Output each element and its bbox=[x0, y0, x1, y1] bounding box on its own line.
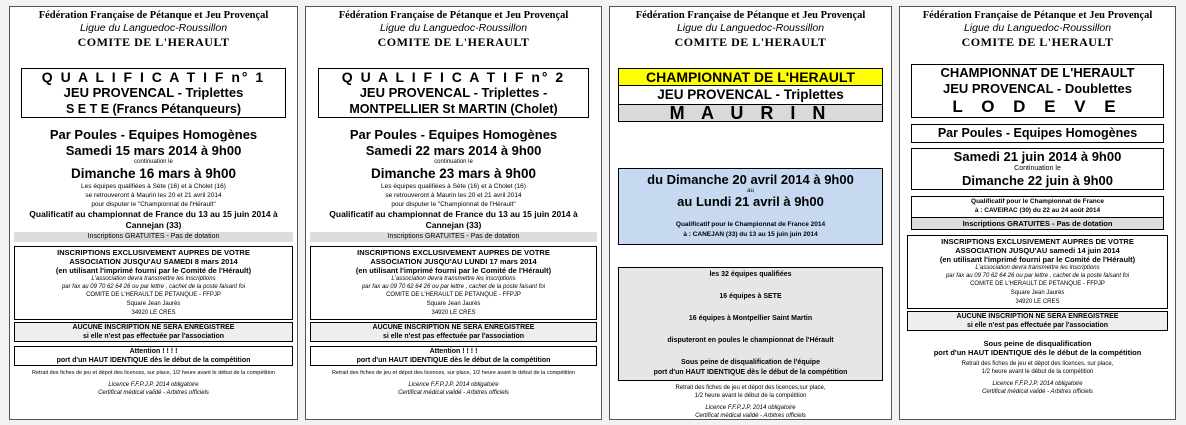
date-end: Dimanche 22 juin à 9h00 bbox=[961, 173, 1113, 188]
qualification-location: Cannejan (33) bbox=[425, 220, 482, 230]
qualification-location: à : CAVEIRAC (30) du 22 au 24 août 2014 bbox=[974, 207, 1101, 214]
title-box bbox=[911, 64, 1164, 118]
retrait-text: Retrait des fiches de jeu et dépot des licences, sur place, 1/2 heure avant le début de la compétition bbox=[31, 370, 276, 376]
notice-line: si elle n'est pas effectuée par l'association bbox=[82, 333, 225, 340]
info-line: Les équipes qualifiées à Sète (16) et à Cholet (16) bbox=[81, 183, 226, 190]
inscription-line: (en utilisant l'imprimé fourni par le Comité de l'Hérault) bbox=[939, 255, 1136, 264]
certificat-text: Certificat médical validé - Arbitres officiels bbox=[398, 390, 509, 396]
qualification-text: Qualificatif au championnat de France du 13 au 15 juin 2014 à bbox=[29, 209, 278, 219]
address-line: COMITE DE L'HERAULT DE PETANQUE - FFPJP bbox=[970, 281, 1105, 287]
licence-text: Licence F.F.P.J.P. 2014 obligatoire bbox=[408, 382, 499, 388]
date-start: Samedi 22 mars 2014 à 9h00 bbox=[365, 143, 542, 158]
attention-line: Attention ! ! ! ! bbox=[129, 348, 178, 355]
certificat-text: Certificat médical validé - Arbitres officiels bbox=[695, 413, 806, 419]
attention-line: port d'un HAUT IDENTIQUE dès le début de la compétition bbox=[56, 357, 251, 364]
date-start: du Dimanche 20 avril 2014 à 9h00 bbox=[647, 172, 854, 187]
inscription-box bbox=[14, 246, 293, 320]
poster-championnat-maurin bbox=[609, 6, 892, 420]
ligue-heading: Ligue du Languedoc-Roussillon bbox=[79, 22, 228, 34]
comite-heading: COMITE DE L'HERAULT bbox=[961, 35, 1114, 49]
disqualification-box bbox=[900, 339, 1175, 357]
title-line-3: M A U R I N bbox=[619, 105, 881, 121]
qualification-text: Qualificatif au championnat de France du 13 au 15 juin 2014 à bbox=[329, 209, 578, 219]
disqualification-line: Sous peine de disqualification de l'équipe bbox=[681, 359, 820, 366]
qualification-location: Cannejan (33) bbox=[125, 220, 182, 230]
title-box bbox=[318, 68, 589, 118]
disqualification-line: port d'un HAUT IDENTIQUE dès le début de la compétition bbox=[653, 369, 848, 376]
licence-text: Licence F.F.P.J.P. 2014 obligatoire bbox=[108, 382, 199, 388]
qualification-location: à : CANEJAN (33) du 13 au 15 juin juin 2014 bbox=[683, 231, 818, 238]
teams-box bbox=[618, 267, 882, 381]
notice-line: si elle n'est pas effectuée par l'association bbox=[966, 322, 1109, 329]
date-end: au Lundi 21 avril à 9h00 bbox=[677, 194, 824, 209]
inscription-line: INSCRIPTIONS EXCLUSIVEMENT AUPRES DE VOTRE bbox=[57, 248, 250, 257]
federation-heading: Fédération Française de Pétanque et Jeu Provençal bbox=[922, 10, 1153, 21]
info-line: pour disputer le "Championnat de l'Hérault" bbox=[391, 201, 516, 208]
continuation-text: continuation le bbox=[434, 159, 473, 165]
address-line: 34920 LE CRES bbox=[131, 310, 176, 316]
title-line-3: MONTPELLIER St MARTIN (Cholet) bbox=[349, 102, 558, 116]
inscription-deadline: ASSOCIATION JUSQU'AU SAMEDI 8 mars 2014 bbox=[69, 257, 238, 266]
comite-heading: COMITE DE L'HERAULT bbox=[77, 35, 230, 49]
federation-heading: Fédération Française de Pétanque et Jeu Provençal bbox=[338, 10, 569, 21]
inscriptions-bar: Inscriptions GRATUITES - Pas de dotation bbox=[14, 232, 293, 242]
disqualification-line: port d'un HAUT IDENTIQUE dès le début de la compétition bbox=[933, 348, 1142, 357]
format-text: Par Poules - Equipes Homogènes bbox=[349, 127, 558, 142]
inscription-line: (en utilisant l'imprimé fourni par le Comité de l'Hérault) bbox=[355, 266, 552, 275]
teams-line: 16 équipes à Montpellier Saint Martin bbox=[688, 315, 813, 322]
info-line: se retrouveront à Maurin les 20 et 21 avril 2014 bbox=[85, 192, 222, 199]
poster-qualificatif-1 bbox=[9, 6, 298, 420]
disqualification-line: Sous peine de disqualification bbox=[983, 339, 1092, 348]
inscription-deadline: ASSOCIATION JUSQU'AU LUNDI 17 mars 2014 bbox=[370, 257, 537, 266]
date-box bbox=[911, 148, 1164, 190]
teams-line: 16 équipes à SETE bbox=[719, 293, 782, 300]
ligue-heading: Ligue du Languedoc-Roussillon bbox=[379, 22, 528, 34]
poster-championnat-lodeve bbox=[899, 6, 1176, 420]
retrait-text: Retrait des fiches de jeu et dépot des licences, sur place, 1/2 heure avant le début de la compétition bbox=[331, 370, 576, 376]
title-line-2: JEU PROVENCAL - Doublettes bbox=[942, 81, 1132, 96]
title-line-3: L O D E V E bbox=[952, 97, 1123, 116]
address-line: COMITE DE L'HERAULT DE PETANQUE - FFPJP bbox=[386, 292, 521, 298]
certificat-text: Certificat médical validé - Arbitres officiels bbox=[98, 390, 209, 396]
notice-box bbox=[907, 311, 1168, 331]
address-line: Square Jean Jaurès bbox=[126, 301, 181, 307]
title-line-1: CHAMPIONNAT DE L'HERAULT bbox=[619, 69, 881, 86]
title-line-1: Q U A L I F I C A T I F n° 2 bbox=[341, 69, 566, 85]
title-line-3: S E T E (Francs Pétanqueurs) bbox=[65, 102, 242, 116]
address-line: COMITE DE L'HERAULT DE PETANQUE - FFPJP bbox=[86, 292, 221, 298]
title-line-1: CHAMPIONNAT DE L'HERAULT bbox=[940, 65, 1135, 80]
attention-box bbox=[310, 346, 597, 366]
title-box bbox=[21, 68, 285, 118]
inscriptions-bar: Inscriptions GRATUITES - Pas de dotation bbox=[912, 217, 1163, 229]
notice-box bbox=[310, 322, 597, 342]
attention-line: port d'un HAUT IDENTIQUE dès le début de la compétition bbox=[356, 357, 551, 364]
inscription-line: par fax au 09 70 62 64 26 ou par lettre , cachet de la poste faisant foi bbox=[361, 284, 546, 290]
teams-line: disputeront en poules le championnat de l'Hérault bbox=[667, 337, 834, 344]
inscription-line: INSCRIPTIONS EXCLUSIVEMENT AUPRES DE VOTRE bbox=[357, 248, 550, 257]
licence-text: Licence F.F.P.J.P. 2014 obligatoire bbox=[992, 381, 1083, 387]
inscription-box bbox=[310, 246, 597, 320]
federation-heading: Fédération Française de Pétanque et Jeu Provençal bbox=[635, 10, 866, 21]
poster-qualificatif-2 bbox=[305, 6, 602, 420]
date-start: Samedi 21 juin 2014 à 9h00 bbox=[953, 149, 1122, 164]
attention-box bbox=[14, 346, 293, 366]
retrait-text: Retrait des fiches de jeu et dépot des licences, sur place, bbox=[961, 361, 1114, 367]
inscription-line: (en utilisant l'imprimé fourni par le Comité de l'Hérault) bbox=[55, 266, 252, 275]
retrait-text: Retrait des fiches de jeu et dépot des licences,sur place, bbox=[675, 385, 826, 391]
notice-line: AUCUNE INSCRIPTION NE SERA ENREGISTREE bbox=[72, 324, 235, 331]
notice-box bbox=[14, 322, 293, 342]
qualification-box bbox=[911, 196, 1164, 230]
notice-line: AUCUNE INSCRIPTION NE SERA ENREGISTREE bbox=[372, 324, 535, 331]
address-line: 34920 LE CRES bbox=[1015, 299, 1060, 305]
inscription-box bbox=[907, 235, 1168, 309]
federation-heading: Fédération Française de Pétanque et Jeu Provençal bbox=[38, 10, 269, 21]
title-line-2: JEU PROVENCAL - Triplettes - bbox=[359, 85, 548, 100]
comite-heading: COMITE DE L'HERAULT bbox=[674, 35, 827, 49]
retrait-text: 1/2 heure avant le début de la compétition bbox=[981, 369, 1094, 375]
inscription-line: L'association devra transmettre les inscriptions bbox=[91, 276, 216, 282]
title-line-2: JEU PROVENCAL - Triplettes bbox=[619, 86, 881, 105]
title-box bbox=[618, 68, 882, 122]
format-text: Par Poules - Equipes Homogènes bbox=[911, 124, 1164, 143]
inscription-line: L'association devra transmettre les inscriptions bbox=[391, 276, 516, 282]
certificat-text: Certificat médical validé - Arbitres officiels bbox=[982, 389, 1093, 395]
inscription-line: par fax au 09 70 62 64 26 ou par lettre , cachet de la poste faisant foi bbox=[61, 284, 246, 290]
inscription-line: L'association devra transmettre les inscriptions bbox=[975, 265, 1100, 271]
continuation-text: continuation le bbox=[134, 159, 173, 165]
info-line: se retrouveront à Maurin les 20 et 21 avril 2014 bbox=[385, 192, 522, 199]
address-line: 34920 LE CRES bbox=[431, 310, 476, 316]
qualification-text: Qualificatif pour le Championnat de France bbox=[971, 198, 1104, 205]
inscription-line: par fax au 09 70 62 64 26 ou par lettre , cachet de la poste faisant foi bbox=[945, 273, 1130, 279]
attention-line: Attention ! ! ! ! bbox=[429, 348, 478, 355]
notice-line: si elle n'est pas effectuée par l'association bbox=[382, 333, 525, 340]
inscription-line: INSCRIPTIONS EXCLUSIVEMENT AUPRES DE VOTRE bbox=[941, 237, 1134, 246]
title-line-1: Q U A L I F I C A T I F n° 1 bbox=[41, 69, 266, 85]
qualification-text: Qualificatif pour le Championnat de France 2014 bbox=[675, 221, 826, 228]
comite-heading: COMITE DE L'HERAULT bbox=[377, 35, 530, 49]
date-start: Samedi 15 mars 2014 à 9h00 bbox=[65, 143, 242, 158]
notice-line: AUCUNE INSCRIPTION NE SERA ENREGISTREE bbox=[956, 313, 1119, 320]
info-line: pour disputer le "Championnat de l'Hérault" bbox=[91, 201, 216, 208]
title-line-2: JEU PROVENCAL - Triplettes bbox=[63, 85, 244, 100]
continuation-text: Continuation le bbox=[1014, 165, 1061, 172]
date-end: Dimanche 16 mars à 9h00 bbox=[70, 166, 237, 181]
format-text: Par Poules - Equipes Homogènes bbox=[49, 127, 258, 142]
licence-text: Licence F.F.P.J.P. 2014 obligatoire bbox=[705, 405, 796, 411]
info-line: Les équipes qualifiées à Sète (16) et à Cholet (16) bbox=[381, 183, 526, 190]
inscription-deadline: ASSOCIATION JUSQU'AU samedi 14 juin 2014 bbox=[955, 246, 1120, 255]
date-box bbox=[618, 168, 882, 245]
inscriptions-bar: Inscriptions GRATUITES - Pas de dotation bbox=[310, 232, 597, 242]
address-line: Square Jean Jaurès bbox=[1010, 290, 1065, 296]
teams-line: les 32 équipes qualifiées bbox=[709, 271, 792, 278]
au-text: au bbox=[747, 188, 754, 194]
address-line: Square Jean Jaurès bbox=[426, 301, 481, 307]
retrait-text: 1/2 heure avant le début de la compétition bbox=[694, 393, 807, 399]
ligue-heading: Ligue du Languedoc-Roussillon bbox=[963, 22, 1112, 34]
ligue-heading: Ligue du Languedoc-Roussillon bbox=[676, 22, 825, 34]
date-end: Dimanche 23 mars à 9h00 bbox=[370, 166, 537, 181]
